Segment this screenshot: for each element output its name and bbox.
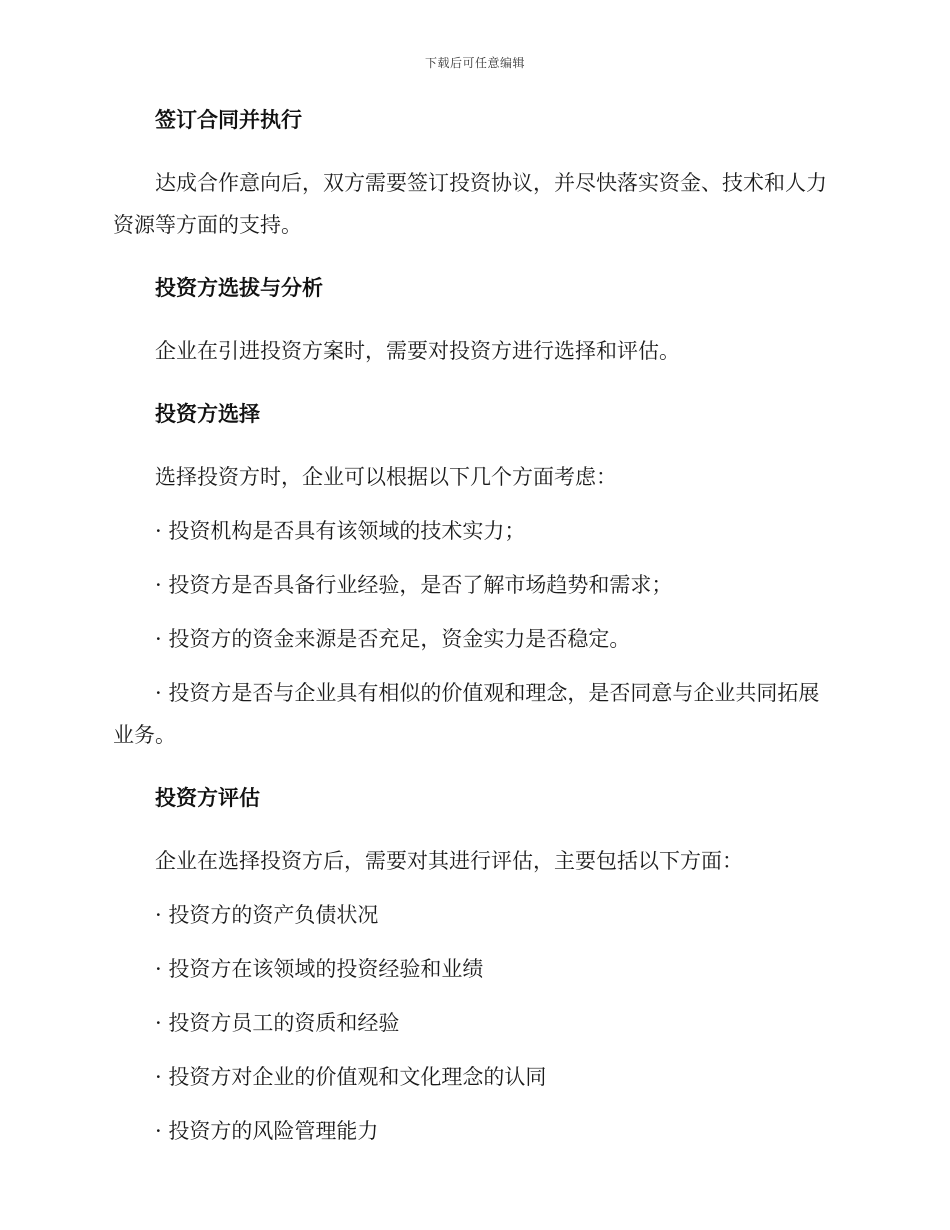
bullet-item: · 投资方对企业的价值观和文化理念的认同 — [155, 1065, 547, 1089]
paragraph: 企业在选择投资方后，需要对其进行评估，主要包括以下方面： — [155, 849, 743, 873]
paragraph: 选择投资方时，企业可以根据以下几个方面考虑： — [155, 465, 617, 489]
bullet-item: · 投资方是否与企业具有相似的价值观和理念，是否同意与企业共同拓展业务。 — [113, 681, 820, 747]
paragraph: 企业在引进投资方案时，需要对投资方进行选择和评估。 — [155, 339, 680, 363]
section-heading: 签订合同并执行 — [155, 108, 302, 132]
bullet-item: · 投资方的资金来源是否充足，资金实力是否稳定。 — [155, 627, 631, 651]
bullet-item: · 投资方员工的资质和经验 — [155, 1011, 400, 1035]
bullet-item: · 投资机构是否具有该领域的技术实力； — [155, 519, 526, 543]
bullet-item: · 投资方的资产负债状况 — [155, 903, 379, 927]
section-heading: 投资方选择 — [155, 402, 260, 426]
section-heading: 投资方选拔与分析 — [155, 276, 323, 300]
document-body — [113, 105, 833, 1152]
bullet-item: · 投资方在该领域的投资经验和业绩 — [155, 957, 484, 981]
paragraph: 达成合作意向后，双方需要签订投资协议，并尽快落实资金、技术和人力资源等方面的支持。 — [113, 171, 827, 237]
bullet-item: · 投资方的风险管理能力 — [155, 1119, 379, 1143]
section-heading: 投资方评估 — [155, 786, 260, 810]
page-header: 下载后可任意编辑 — [424, 56, 525, 70]
bullet-item: · 投资方是否具备行业经验，是否了解市场趋势和需求； — [155, 573, 673, 597]
